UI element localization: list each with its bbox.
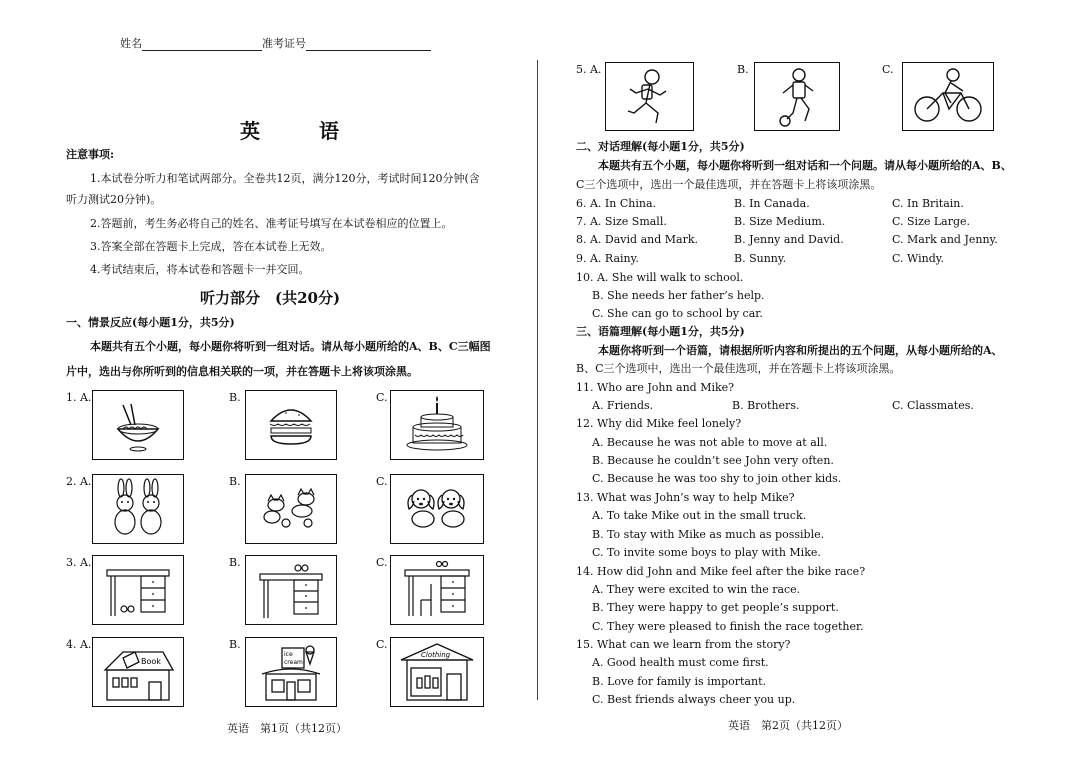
part2-intro: 本题共有五个小题，每小题你将听到一组对话和一个问题。请从每小题所给的A、B、 <box>598 159 1012 172</box>
clothing-sign: Clothing <box>421 651 451 659</box>
q12-option-a: A. Because he was not able to move at all. <box>592 436 828 449</box>
puppies-image <box>390 474 484 544</box>
q6-option-a: 6. A. In China. <box>576 197 657 210</box>
noodle-bowl-image <box>92 390 184 460</box>
part3-intro: 本题你将听到一个语篇，请根据所听内容和所提出的五个问题，从每小题所给的A、 <box>598 344 1003 357</box>
q12-option-b: B. Because he couldn’t see John very often. <box>592 454 834 467</box>
q10-option-c: C. She can go to school by car. <box>592 307 763 320</box>
notice-item: 3.答案全部在答题卡上完成，答在本试卷上无效。 <box>90 240 332 253</box>
page-divider <box>537 60 538 700</box>
q13-option-a: A. To take Mike out in the small truck. <box>592 509 807 522</box>
option-label: C. <box>882 63 894 76</box>
option-label: B. <box>737 63 749 76</box>
part2-heading: 二、对话理解(每小题1分，共5分) <box>576 140 745 153</box>
option-label: 1. A. <box>66 391 92 404</box>
option-label: C. <box>376 391 388 404</box>
q9-option-b: B. Sunny. <box>734 252 787 265</box>
q12-question: 12. Why did Mike feel lonely? <box>576 417 742 430</box>
part3-heading: 三、语篇理解(每小题1分，共5分) <box>576 325 745 338</box>
q11-question: 11. Who are John and Mike? <box>576 381 735 394</box>
option-label: C. <box>376 475 388 488</box>
q8-option-c: C. Mark and Jenny. <box>892 233 998 246</box>
q7-option-c: C. Size Large. <box>892 215 971 228</box>
desk-glasses-floor-image <box>92 555 184 625</box>
q6-option-b: B. In Canada. <box>734 197 810 210</box>
exam-page-1 <box>0 0 536 758</box>
q11-option-c: C. Classmates. <box>892 399 974 412</box>
boy-running-image <box>605 62 694 131</box>
listening-title: 听力部分 (共20分) <box>200 289 341 307</box>
name-label: 姓名 <box>120 37 142 50</box>
notice-item: 4.考试结束后，将本试卷和答题卡一并交回。 <box>90 263 310 276</box>
option-label: 5. A. <box>576 63 602 76</box>
clothing-shop-image <box>390 637 484 707</box>
rabbits-image <box>92 474 184 544</box>
part1-heading: 一、情景反应(每小题1分，共5分) <box>66 316 235 329</box>
q15-question: 15. What can we learn from the story? <box>576 638 791 651</box>
exam-no-blank <box>306 40 431 51</box>
q13-question: 13. What was John’s way to help Mike? <box>576 491 795 504</box>
exam-no-label: 准考证号 <box>262 37 306 50</box>
option-label: C. <box>376 638 388 651</box>
desk-glasses-top-image <box>245 555 337 625</box>
option-label: 4. A. <box>66 638 92 651</box>
part3-intro: B、C三个选项中，选出一个最佳选项，并在答题卡上将该项涂黑。 <box>576 362 901 375</box>
exam-page-2 <box>540 0 1080 758</box>
bookstore-image <box>92 637 184 707</box>
q14-option-a: A. They were excited to win the race. <box>592 583 801 596</box>
page-footer: 英语 第1页（共12页） <box>227 722 347 735</box>
q15-option-b: B. Love for family is important. <box>592 675 766 688</box>
q9-option-c: C. Windy. <box>892 252 945 265</box>
boy-cycling-image <box>902 62 994 131</box>
notice-item: 听力测试20分钟)。 <box>66 193 162 206</box>
q11-option-a: A. Friends. <box>592 399 654 412</box>
ice-cream-sign: ice <box>284 651 293 658</box>
birthday-cake-image <box>390 390 484 460</box>
q14-option-c: C. They were pleased to finish the race together. <box>592 620 864 633</box>
q9-option-a: 9. A. Rainy. <box>576 252 639 265</box>
q6-option-c: C. In Britain. <box>892 197 964 210</box>
boy-football-image <box>754 62 840 131</box>
notice-item: 2.答题前，考生务必将自己的姓名、准考证号填写在本试卷相应的位置上。 <box>90 217 453 230</box>
q7-option-a: 7. A. Size Small. <box>576 215 667 228</box>
kittens-image <box>245 474 337 544</box>
option-label: 2. A. <box>66 475 92 488</box>
q14-option-b: B. They were happy to get people’s support. <box>592 601 839 614</box>
bookstore-sign: Book <box>141 657 161 666</box>
option-label: B. <box>229 638 241 651</box>
option-label: B. <box>229 475 241 488</box>
name-blank <box>142 40 262 51</box>
q8-option-b: B. Jenny and David. <box>734 233 844 246</box>
notice-heading: 注意事项: <box>66 148 115 161</box>
header-fields <box>120 37 431 51</box>
page-footer: 英语 第2页（共12页） <box>728 719 848 732</box>
ice-cream-shop-image <box>245 637 337 707</box>
q7-option-b: B. Size Medium. <box>734 215 826 228</box>
q10-option-b: B. She needs her father’s help. <box>592 289 765 302</box>
hamburger-image <box>245 390 337 460</box>
page-title: 英 语 <box>240 119 365 143</box>
option-label: B. <box>229 556 241 569</box>
q15-option-a: A. Good health must come first. <box>592 656 769 669</box>
part1-intro: 本题共有五个小题，每小题你将听到一组对话。请从每小题所给的A、B、C三幅图 <box>90 340 491 353</box>
option-label: 3. A. <box>66 556 92 569</box>
q13-option-b: B. To stay with Mike as much as possible. <box>592 528 825 541</box>
q11-option-b: B. Brothers. <box>732 399 800 412</box>
option-label: C. <box>376 556 388 569</box>
part2-intro: C三个选项中，选出一个最佳选项，并在答题卡上将该项涂黑。 <box>576 178 882 191</box>
q10-option-a: 10. A. She will walk to school. <box>576 271 744 284</box>
q12-option-c: C. Because he was too shy to join other kids. <box>592 472 842 485</box>
notice-item: 1.本试卷分听力和笔试两部分。全卷共12页，满分120分，考试时间120分钟(含 <box>90 172 480 185</box>
q14-question: 14. How did John and Mike feel after the bike race? <box>576 565 866 578</box>
q15-option-c: C. Best friends always cheer you up. <box>592 693 796 706</box>
desk-glasses-chair-image <box>390 555 484 625</box>
part1-intro: 片中，选出与你所听到的信息相关联的一项，并在答题卡上将该项涂黑。 <box>66 365 418 378</box>
q8-option-a: 8. A. David and Mark. <box>576 233 698 246</box>
option-label: B. <box>229 391 241 404</box>
q13-option-c: C. To invite some boys to play with Mike. <box>592 546 821 559</box>
ice-cream-sign: cream <box>284 659 303 666</box>
